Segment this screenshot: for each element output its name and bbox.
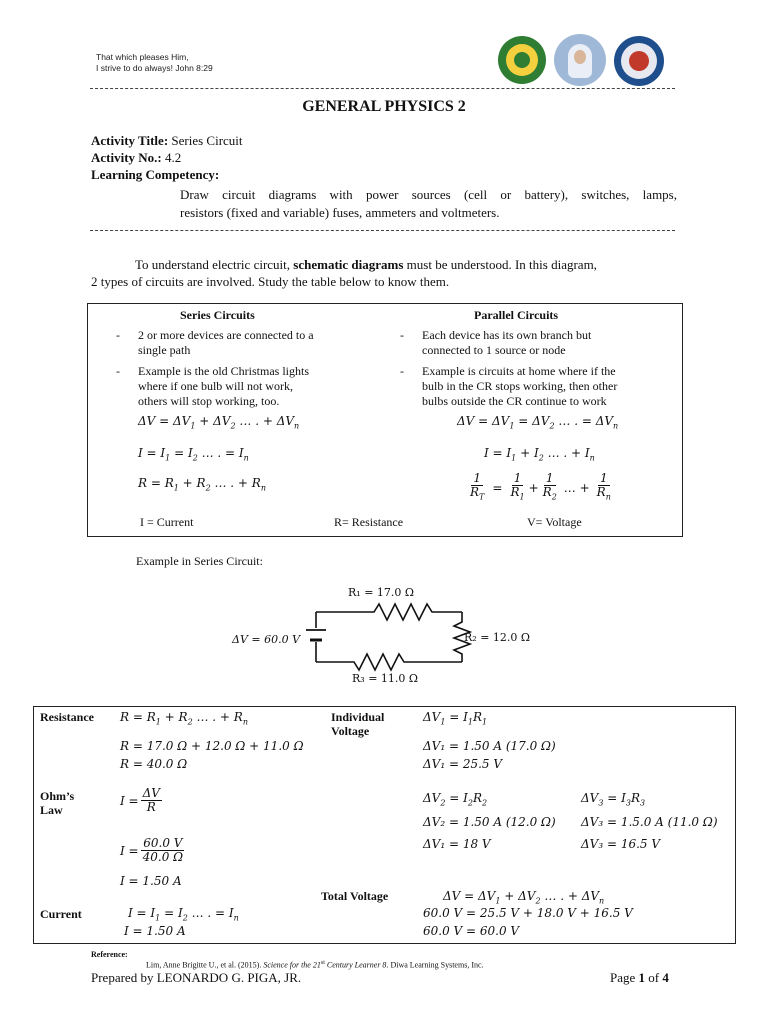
activity-title-value: Series Circuit <box>171 133 243 148</box>
total-voltage-label: Total Voltage <box>321 889 389 903</box>
competency-text <box>180 186 677 222</box>
ohms-substitution: I = $\frac{60.0 V}{40.0 \Omega}$ <box>120 836 184 864</box>
v3-formula: $\Delta V_3 = I_3R_3$ <box>581 791 646 808</box>
resistance-label: Resistance <box>40 710 94 724</box>
current-value: I = 1.50 A <box>124 924 186 938</box>
r-result: R = 40.0 Ω <box>120 757 188 771</box>
parallel-voltage-formula: $\Delta V = \Delta V_1 = \Delta V_2$ … . = $\Delta V_n$ <box>457 414 619 431</box>
activity-no-value: 4.2 <box>165 150 182 165</box>
parallel-b1-l1: Each device has its own branch but <box>422 328 592 342</box>
deped-seal-logo <box>614 36 664 86</box>
r3-label: R₃ = 11.0 Ω <box>352 672 419 685</box>
virgin-mary-logo <box>554 34 606 86</box>
competency-line-2: resistors (fixed and variable) fuses, ammeters and voltmeters. <box>180 205 500 220</box>
series-voltage-formula: $\Delta V = \Delta V_1 + \Delta V_2$ … . + $\Delta V_n$ <box>138 414 300 431</box>
intro-line-2: 2 types of circuits are involved. Study the table below to know them. <box>91 274 450 289</box>
parallel-b2-l1: Example is circuits at home where if the <box>422 364 616 378</box>
series-b2-l3: others will stop working, too. <box>138 394 280 408</box>
r1-label: R₁ = 17.0 Ω <box>348 586 415 599</box>
school-seal-logo <box>498 36 546 84</box>
activity-no-label: Activity No.: <box>91 150 162 165</box>
r-formula: $R = R_1 + R_2$ … . + $R_n$ <box>120 710 248 727</box>
reference-text <box>146 960 484 970</box>
parallel-current-formula: $I = I_1 + I_2$ … . + $I_n$ <box>484 446 595 463</box>
series-resistance-formula: $R = R_1 + R_2$ … . + $R_n$ <box>138 476 266 493</box>
series-header: Series Circuits <box>180 308 255 322</box>
individual-label-1: Individual <box>331 710 385 724</box>
parallel-b2-l3: bulbs outside the CR continue to work <box>422 394 607 408</box>
individual-label-2: Voltage <box>331 724 370 738</box>
parallel-resistance-formula: $\frac{1}{R_T}$ = $\frac{1}{R_1}$ + $\frac{1}{R_2}$ … + $\frac{1}{R_n}$ <box>470 471 611 502</box>
parallel-bullet-1 <box>400 328 591 358</box>
page-of: of <box>645 970 663 985</box>
competency-line-1: Draw circuit diagrams with power sources (cell or battery), switches, lamps, <box>180 187 677 202</box>
ohms-label-1: Ohm’s <box>40 789 75 803</box>
page-prefix: Page <box>610 970 639 985</box>
example-label: Example in Series Circuit: <box>136 554 263 568</box>
series-bullet-1 <box>116 328 314 358</box>
page-total: 4 <box>662 970 669 985</box>
solution-box <box>33 706 736 944</box>
page-current: 1 <box>638 970 646 985</box>
v2-formula: $\Delta V_2 = I_2R_2$ <box>423 791 488 808</box>
ref-text-1: Lim, Anne Brigitte U., et al. (2015). <box>146 960 264 970</box>
legend-resistance: R= Resistance <box>334 515 404 529</box>
prepared-by: Prepared by LEONARDO G. PIGA, JR. <box>91 970 302 985</box>
current-label: Current <box>40 907 82 921</box>
v2-substitution: ΔV₂ = 1.50 A (12.0 Ω) <box>423 815 556 829</box>
voltage-label: ΔV = 60.0 V <box>232 633 301 646</box>
parallel-b2-l2: bulb in the CR stops working, then other <box>422 379 618 393</box>
ref-sup: st <box>320 960 325 966</box>
circuit-comparison-table <box>87 303 683 537</box>
competency-label: Learning Competency: <box>91 167 220 182</box>
page-title: GENERAL PHYSICS 2 <box>302 98 466 115</box>
parallel-header: Parallel Circuits <box>474 308 559 322</box>
parallel-bullet-2 <box>400 364 617 409</box>
bullet-dash: - <box>116 364 120 378</box>
v1-formula: $\Delta V_1 = I_1R_1$ <box>423 710 488 727</box>
activity-info <box>91 132 243 183</box>
series-current-formula: $I = I_1 = I_2$ … . = $I_n$ <box>138 446 249 463</box>
total-voltage-formula: $\Delta V = \Delta V_1 + \Delta V_2$ … . + $\Delta V_n$ <box>443 889 605 906</box>
ohms-law-label <box>40 789 74 817</box>
series-bullet-2 <box>116 364 309 409</box>
current-formula: $I = I_1 = I_2$ … . = $I_n$ <box>128 906 239 923</box>
ref-text-2: . Diwa Learning Systems, Inc. <box>386 960 484 970</box>
v3-result: ΔV₃ = 16.5 V <box>581 837 661 851</box>
r-substitution: R = 17.0 Ω + 12.0 Ω + 11.0 Ω <box>120 739 304 753</box>
v2-result: ΔV₁ = 18 V <box>423 837 491 851</box>
page-number <box>610 970 669 986</box>
total-voltage-sum: 60.0 V = 25.5 V + 18.0 V + 16.5 V <box>423 906 633 920</box>
intro-bold: schematic diagrams <box>293 257 404 272</box>
series-b2-l2: where if one bulb will not work, <box>138 379 293 393</box>
intro-part-1: To understand electric circuit, <box>135 257 294 272</box>
v1-result: ΔV₁ = 25.5 V <box>423 757 503 771</box>
legend-current: I = Current <box>140 515 194 529</box>
bullet-dash: - <box>116 328 120 342</box>
motto-line-1: That which pleases Him, <box>96 52 189 62</box>
intro-part-2: must be understood. In this diagram, <box>403 257 597 272</box>
header-divider <box>90 88 675 89</box>
bullet-dash: - <box>400 364 404 378</box>
series-circuit-diagram <box>224 584 544 688</box>
v1-substitution: ΔV₁ = 1.50 A (17.0 Ω) <box>423 739 556 753</box>
header-motto <box>96 52 213 74</box>
activity-title-label: Activity Title: <box>91 133 169 148</box>
reference-label: Reference: <box>91 950 128 959</box>
bullet-dash: - <box>400 328 404 342</box>
series-b1-l2: single path <box>138 343 191 357</box>
ohms-label-2: Law <box>40 803 63 817</box>
series-b1-l1: 2 or more devices are connected to a <box>138 328 314 342</box>
ref-italic: Science for the 21 <box>263 960 321 970</box>
parallel-b1-l2: connected to 1 source or node <box>422 343 566 357</box>
current-result: I = 1.50 A <box>120 874 182 888</box>
motto-line-2: I strive to do always! John 8:29 <box>96 63 213 73</box>
v3-substitution: ΔV₃ = 1.5.0 A (11.0 Ω) <box>581 815 718 829</box>
total-voltage-result: 60.0 V = 60.0 V <box>423 924 520 938</box>
legend-voltage: V= Voltage <box>527 515 582 529</box>
r2-label: R₂ = 12.0 Ω <box>464 631 531 644</box>
ohms-formula: I = $\frac{\Delta V}{R}$ <box>120 786 160 814</box>
ref-italic-2: Century Learner 8 <box>324 960 387 970</box>
activity-divider <box>90 230 675 231</box>
individual-voltage-label <box>331 710 384 738</box>
intro-paragraph <box>91 256 678 290</box>
series-b2-l1: Example is the old Christmas lights <box>138 364 309 378</box>
